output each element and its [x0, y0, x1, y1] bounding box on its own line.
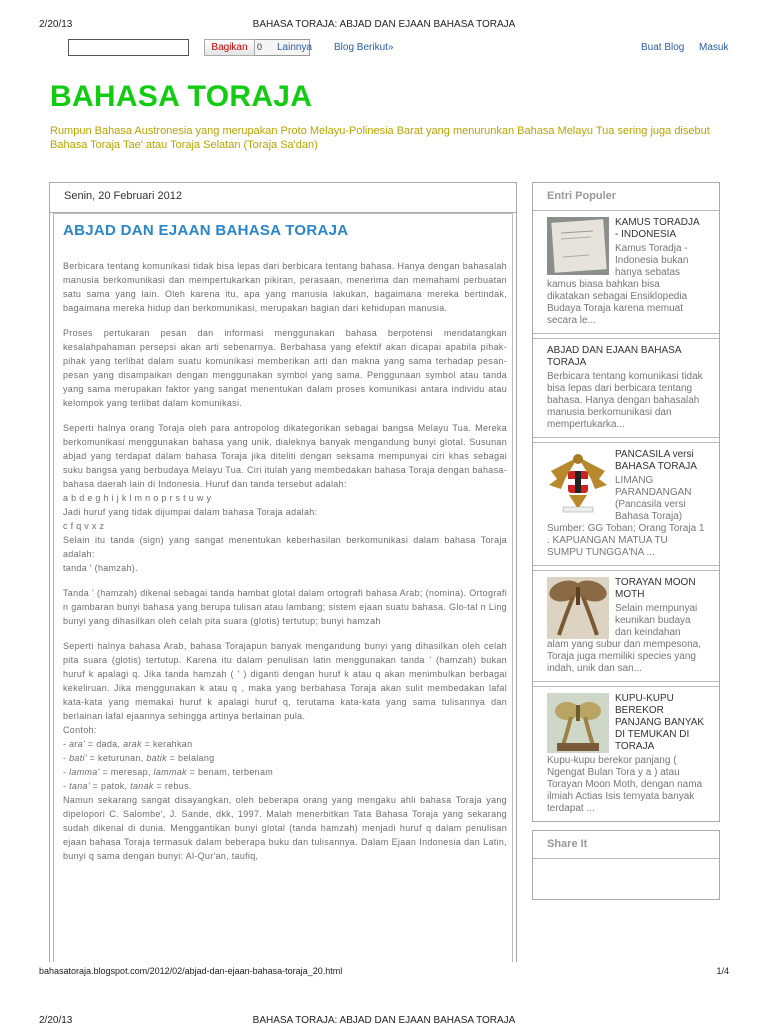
paragraph: Selain itu tanda (sign) yang sangat menentukan keberhasilan berkomunikasi dalam bahasa Toraja adalah: [63, 535, 507, 559]
popular-post-item[interactable] [533, 211, 719, 334]
post-date: Senin, 20 Februari 2012 [50, 183, 516, 213]
example-item: - bati' = keturunan, batik = belalang [63, 753, 215, 763]
search-input[interactable] [68, 39, 189, 56]
popular-post-item[interactable] [533, 338, 719, 438]
share-count: 0 [257, 42, 263, 52]
popular-post-snippet: Kamus Toradja - Indonesia bukan hanya sebatas kamus biasa bahkan bisa dikatakan sebagai Ensiklopedia Budaya Toraja karena memuat secara le... [547, 243, 689, 326]
blog-description: Rumpun Bahasa Austronesia yang merupakan Proto Melayu-Polinesia Barat yang menurunkan Bahasa Melayu Tua sering juga disebut Bahasa Toraja Tae' atau Toraja Selatan (Toraja Sa'dan) [50, 125, 710, 151]
popular-posts-widget [532, 182, 720, 822]
example-item: - lamma' = meresap, lammak = benam, terbenam [63, 767, 274, 777]
post-body [63, 259, 507, 863]
paragraph: Namun sekarang sangat disayangkan, oleh beberapa orang yang mengaku ahli bahasa Toraja yang dipelopori C. Salombe', J. Sande, dkk, 1997. Malah menerbitkan Tata Bahasa Toraja yang sekarang sudah dikenal di dunia. Menggantikan bunyi glotal (tanda hamzah) menjadi huruf q dalam penulisan ejaan bahasa Toraja termasuk dalam beberapa buku dan tulisannya. Dalam Ejaan Indonesia dan Latin, bunyi q sama dengan bunyi: Al-Qur'an, taufiq, [63, 795, 507, 861]
letters-list: c f q v x z [63, 521, 105, 531]
paragraph: Seperti halnya orang Toraja oleh para antropolog dikategorikan sebagai bangsa Melayu Tua. Mereka berkomunikasi menggunakan bahasa yang unik, dialeknya banyak mengandung bunyi glotal. Susunan abjad yang terdapat dalam bahasa Toraja jika diteliti dengan seksama mempunyai ciri khas sebagai suku bangsa yang berbudaya Melayu Tua. Ciri itulah yang membedakan bahasa Toraja dengan bahasa-bahasa daerah lain di Indonesia. Huruf dan tanda tersebut adalah: [63, 423, 507, 489]
butterfly-thumbnail [547, 693, 609, 753]
print-title: BAHASA TORAJA: ABJAD DAN EJAAN BAHASA TORAJA [252, 19, 516, 30]
print-footer-url: bahasatoraja.blogspot.com/2012/02/abjad-dan-ejaan-bahasa-toraja_20.html [39, 966, 343, 976]
blogger-navbar [64, 38, 740, 58]
create-blog-link[interactable]: Buat Blog [641, 42, 685, 53]
moth-thumbnail [547, 577, 609, 639]
example-heading: Contoh: [63, 725, 97, 735]
popular-post-snippet: Kupu-kupu berekor panjang ( Ngengat Bulan Tora y a ) atau Torayan Moon Moth, dengan nama ilmiah Actias Isis ternyata banyak terdapat ... [547, 755, 703, 814]
example-item: - ara' = dada, arak = kerahkan [63, 739, 193, 749]
blog-title[interactable]: BAHASA TORAJA [50, 80, 313, 113]
print-header [0, 19, 768, 31]
main-column [49, 182, 517, 962]
popular-post-title[interactable]: ABJAD DAN EJAAN BAHASA TORAJA [547, 345, 681, 368]
paragraph: Jadi huruf yang tidak dijumpai dalam bahasa Toraja adalah: [63, 507, 318, 517]
print-date: 2/20/13 [39, 19, 73, 30]
print-title: BAHASA TORAJA: ABJAD DAN EJAAN BAHASA TORAJA [252, 1015, 516, 1024]
popular-post-item[interactable] [533, 686, 719, 821]
garuda-emblem-thumbnail [547, 449, 609, 515]
example-item: - tana' = patok, tanak = rebus. [63, 781, 192, 791]
share-it-title: Share It [533, 831, 719, 859]
sidebar [532, 182, 720, 908]
popular-post-snippet: Selain mempunyai keunikan budaya dan keindahan alam yang subur dan mempesona, Toraja juga memiliki species yang indah, unik dan san... [547, 603, 701, 674]
next-blog-link[interactable]: Blog Berikut» [334, 42, 394, 53]
more-link[interactable]: Lainnya [277, 42, 313, 53]
popular-post-title[interactable]: TORAYAN MOON MOTH [615, 577, 696, 600]
paragraph: Proses pertukaran pesan dan informasi menggunakan bahasa berpotensi mendatangkan kesalahpahaman persepsi akan arti sebenarnya. Berbahasa yang efektif akan dicapai apabila pihak-pihak yang terlibat dalam suatu komunikasi memberikan arti dan makna yang sama terhadap pesan-pesan yang disampaikan dengan menggunakan symbol yang sama. Penggunaan symbol atau tanda yang sama merupakan faktor yang sangat menentukan dalam proses komunikasi antara individu atau kelompok yang terlibat dalam komunikasi. [63, 328, 507, 408]
post-title[interactable]: ABJAD DAN EJAAN BAHASA TORAJA [63, 222, 349, 239]
paragraph: Seperti halnya bahasa Arab, bahasa Torajapun banyak mengandung bunyi yang dihasilkan oleh celah pita suara (glotis) tertutup. Karena itu dalam penulisan latin menggunakan tanda ' (hamzah) bukan huruf k apalagi q. Jika tanda hamzah ( ' ) diganti dengan huruf k atau q akan menimbulkan berbagai kekeliruan. Jika menggunakan k atau q , maka yang berbahasa Toraja akan sulit membedakan lafal kata-kata yang memakai huruf k apalagi huruf q, terutama kata-kata yang sama tulisannya dan berlainan lafal ejaannya sehingga artinya berlainan pula. [63, 641, 507, 721]
share-it-widget [532, 830, 720, 900]
post [53, 213, 513, 962]
popular-post-snippet: Berbicara tentang komunikasi tidak bisa lepas dari berbicara tentang bahasa. Hanya dengan bahasalah manusia berkomunikasi dan mempertukarka... [547, 371, 703, 430]
print-page-number: 1/4 [716, 966, 729, 976]
letters-list: a b d e g h i j k l m n o p r s t u w y [63, 493, 212, 503]
popular-post-item[interactable] [533, 442, 719, 566]
book-thumbnail [547, 217, 609, 275]
popular-post-item[interactable] [533, 570, 719, 682]
popular-post-title[interactable]: KAMUS TORADJA - INDONESIA [615, 217, 700, 240]
popular-post-title[interactable]: KUPU-KUPU BEREKOR PANJANG BANYAK DI TEMUKAN DI TORAJA [615, 693, 705, 752]
print-date: 2/20/13 [39, 1015, 73, 1024]
paragraph: Tanda ' (hamzah) dikenal sebagai tanda hambat glotal dalam ortografi bahasa Arab; (nomina). Ortografi n gambaran bunyi bahasa yang berupa tulisan atau lambang; sistem ejaan suatu bahasa. Glo-tal n Ling bunyi yang dihasilkan oleh celah pita suara (glotis) tertutup; bunyi hamzah [63, 588, 507, 626]
paragraph: tanda ' (hamzah). [63, 563, 138, 573]
popular-post-title[interactable]: PANCASILA versi BAHASA TORAJA [615, 449, 697, 472]
paragraph: Berbicara tentang komunikasi tidak bisa lepas dari berbicara tentang bahasa. Hanya dengan bahasalah manusia berkomunikasi dan mempertukarkan pikiran, perasaan, menerima dan memahami perbuatan satu sama yang lain. Oleh karena itu, apa yang manusia lakukan, bagaimana mereka bertindak, bagaimana mereka hidup dan berkomunikasi, merupakan bagian dari kehidupan manusia. [63, 261, 507, 313]
popular-posts-title: Entri Populer [533, 183, 719, 211]
share-button[interactable]: Bagikan [204, 39, 255, 56]
popular-post-snippet: LIMANG PARANDANGAN (Pancasila versi Bahasa Toraja) Sumber: GG Toban; Orang Toraja 1 . KAPUANGAN MATUA TU SUMPU TUNGGA'NA ... [547, 475, 705, 558]
login-link[interactable]: Masuk [699, 42, 729, 53]
